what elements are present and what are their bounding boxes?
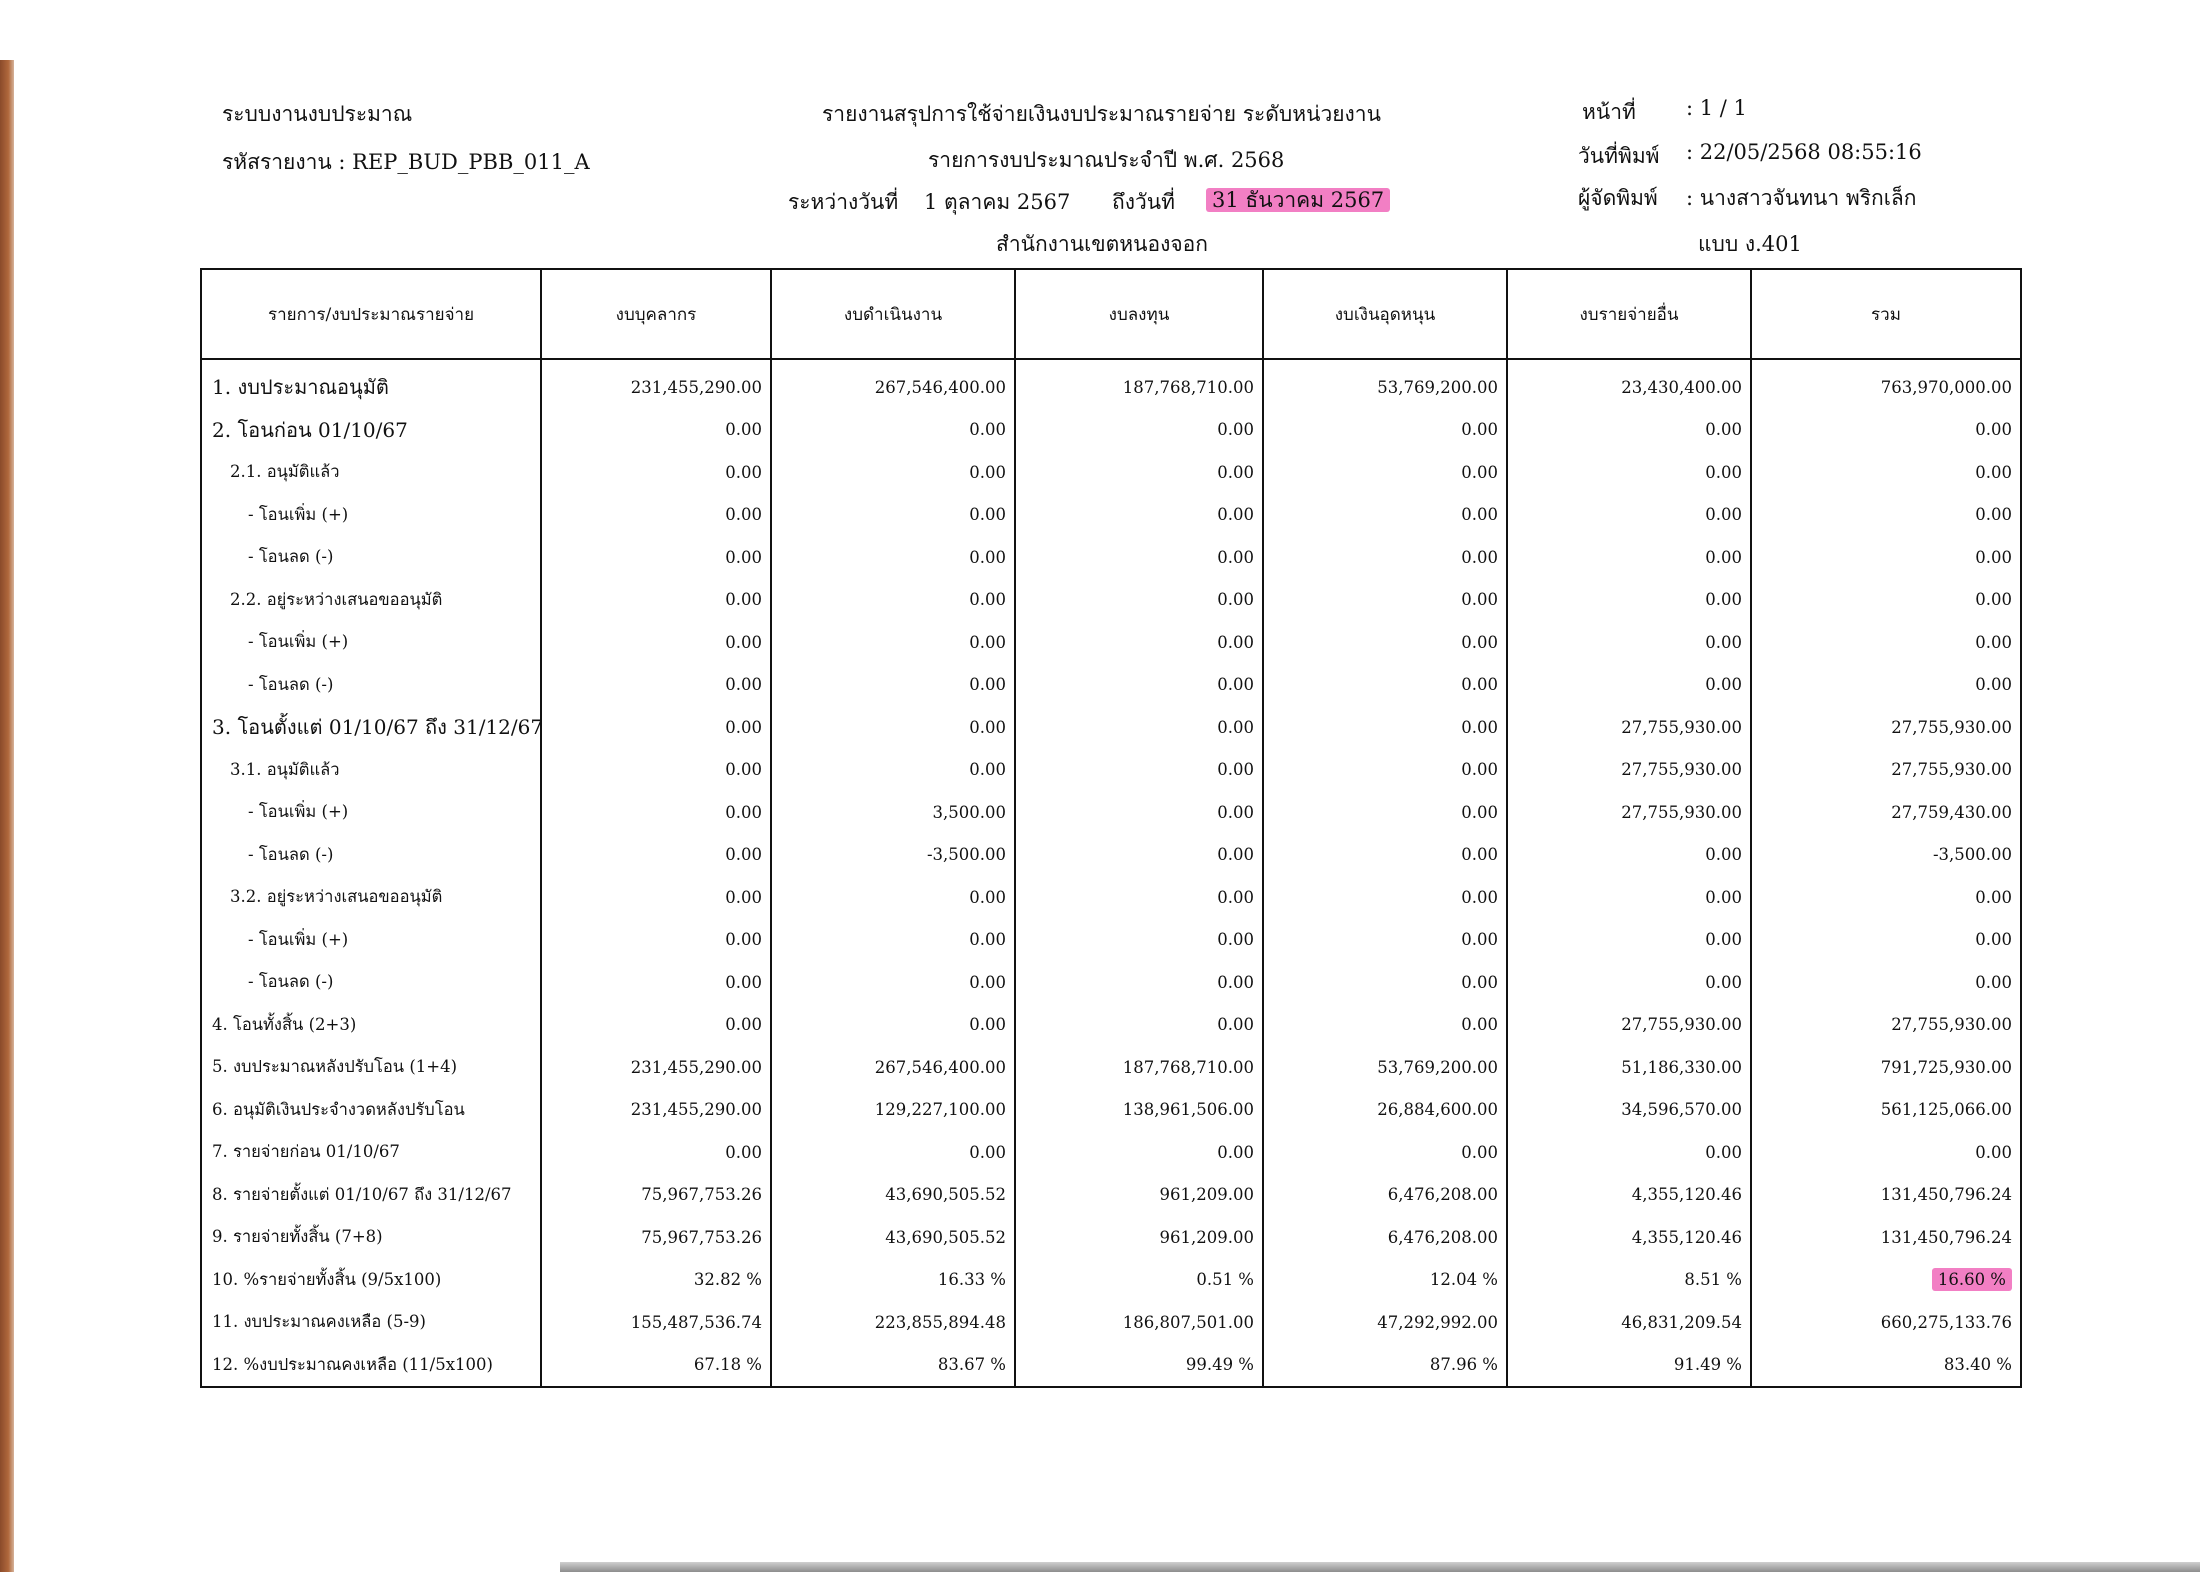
cell-subsidy: 26,884,600.00 xyxy=(1263,1089,1507,1132)
cell-personnel: 75,967,753.26 xyxy=(541,1216,771,1259)
cell-subsidy: 0.00 xyxy=(1263,664,1507,707)
period-to xyxy=(1206,184,1390,217)
cell-investment: 187,768,710.00 xyxy=(1015,359,1263,409)
cell-subsidy: 0.00 xyxy=(1263,876,1507,919)
cell-investment: 0.00 xyxy=(1015,409,1263,452)
cell-investment: 0.00 xyxy=(1015,876,1263,919)
cell-other: 0.00 xyxy=(1507,579,1751,622)
row-label: 2. โอนก่อน 01/10/67 xyxy=(201,409,541,452)
cell-operations: 0.00 xyxy=(771,621,1015,664)
cell-subsidy: 0.00 xyxy=(1263,579,1507,622)
cell-total: 0.00 xyxy=(1751,409,2021,452)
cell-personnel: 0.00 xyxy=(541,1004,771,1047)
cell-total: 131,450,796.24 xyxy=(1751,1174,2021,1217)
table-row xyxy=(201,409,2021,452)
table-row xyxy=(201,706,2021,749)
report-code: รหัสรายงาน : REP_BUD_PBB_011_A xyxy=(222,150,590,174)
cell-subsidy: 0.00 xyxy=(1263,834,1507,877)
agency-name: สำนักงานเขตหนองจอก xyxy=(996,232,1208,256)
cell-subsidy: 6,476,208.00 xyxy=(1263,1216,1507,1259)
cell-other: 0.00 xyxy=(1507,494,1751,537)
page-label: หน้าที่ xyxy=(1582,100,1636,124)
table-row xyxy=(201,451,2021,494)
cell-operations: 267,546,400.00 xyxy=(771,359,1015,409)
cell-operations: 0.00 xyxy=(771,451,1015,494)
table-row xyxy=(201,749,2021,792)
cell-other: 27,755,930.00 xyxy=(1507,1004,1751,1047)
cell-other: 4,355,120.46 xyxy=(1507,1174,1751,1217)
cell-personnel: 0.00 xyxy=(541,451,771,494)
cell-subsidy: 0.00 xyxy=(1263,409,1507,452)
cell-investment: 0.00 xyxy=(1015,621,1263,664)
cell-other: 51,186,330.00 xyxy=(1507,1046,1751,1089)
cell-total: 660,275,133.76 xyxy=(1751,1301,2021,1344)
row-label: 3.1. อนุมัติแล้ว xyxy=(201,749,541,792)
report-title: รายงานสรุปการใช้จ่ายเงินงบประมาณรายจ่าย ระดับหน่วยงาน xyxy=(822,102,1381,126)
cell-operations: 0.00 xyxy=(771,706,1015,749)
cell-subsidy: 0.00 xyxy=(1263,706,1507,749)
cell-personnel: 0.00 xyxy=(541,876,771,919)
row-label: 7. รายจ่ายก่อน 01/10/67 xyxy=(201,1131,541,1174)
cell-total: 27,755,930.00 xyxy=(1751,706,2021,749)
cell-other: 27,755,930.00 xyxy=(1507,749,1751,792)
print-date-value: : 22/05/2568 08:55:16 xyxy=(1686,140,1922,164)
printed-by-label: ผู้จัดพิมพ์ xyxy=(1578,186,1658,210)
cell-operations: 223,855,894.48 xyxy=(771,1301,1015,1344)
table-row xyxy=(201,1004,2021,1047)
cell-subsidy: 53,769,200.00 xyxy=(1263,1046,1507,1089)
cell-other: 0.00 xyxy=(1507,961,1751,1004)
print-date-label: วันที่พิมพ์ xyxy=(1578,144,1660,168)
cell-investment: 138,961,506.00 xyxy=(1015,1089,1263,1132)
col-header-other: งบรายจ่ายอื่น xyxy=(1507,269,1751,359)
col-header-operations: งบดำเนินงาน xyxy=(771,269,1015,359)
table-row xyxy=(201,1131,2021,1174)
table-row xyxy=(201,664,2021,707)
row-label: - โอนเพิ่ม (+) xyxy=(201,621,541,664)
cell-operations: 16.33 % xyxy=(771,1259,1015,1302)
cell-subsidy: 87.96 % xyxy=(1263,1344,1507,1388)
cell-investment: 187,768,710.00 xyxy=(1015,1046,1263,1089)
cell-investment: 99.49 % xyxy=(1015,1344,1263,1388)
cell-personnel: 0.00 xyxy=(541,791,771,834)
table-row xyxy=(201,579,2021,622)
cell-investment: 0.00 xyxy=(1015,451,1263,494)
cell-subsidy: 0.00 xyxy=(1263,621,1507,664)
cell-subsidy: 0.00 xyxy=(1263,791,1507,834)
cell-other: 91.49 % xyxy=(1507,1344,1751,1388)
cell-subsidy: 53,769,200.00 xyxy=(1263,359,1507,409)
cell-operations: 83.67 % xyxy=(771,1344,1015,1388)
cell-other: 0.00 xyxy=(1507,919,1751,962)
cell-operations: 267,546,400.00 xyxy=(771,1046,1015,1089)
col-header-total: รวม xyxy=(1751,269,2021,359)
budget-summary-table xyxy=(200,268,2022,1388)
cell-total: 0.00 xyxy=(1751,919,2021,962)
period-from: 1 ตุลาคม 2567 xyxy=(924,190,1071,214)
cell-operations: 0.00 xyxy=(771,919,1015,962)
cell-total: 27,755,930.00 xyxy=(1751,749,2021,792)
cell-operations: 0.00 xyxy=(771,664,1015,707)
table-row xyxy=(201,1046,2021,1089)
cell-operations: -3,500.00 xyxy=(771,834,1015,877)
cell-personnel: 75,967,753.26 xyxy=(541,1174,771,1217)
cell-other: 0.00 xyxy=(1507,664,1751,707)
cell-operations: 0.00 xyxy=(771,409,1015,452)
form-code: แบบ ง.401 xyxy=(1698,232,1802,256)
cell-total: 791,725,930.00 xyxy=(1751,1046,2021,1089)
cell-total-highlighted xyxy=(1751,1259,2021,1302)
cell-total: 131,450,796.24 xyxy=(1751,1216,2021,1259)
cell-other: 4,355,120.46 xyxy=(1507,1216,1751,1259)
cell-total: 0.00 xyxy=(1751,451,2021,494)
cell-subsidy: 12.04 % xyxy=(1263,1259,1507,1302)
cell-other: 0.00 xyxy=(1507,451,1751,494)
table-row xyxy=(201,791,2021,834)
cell-operations: 3,500.00 xyxy=(771,791,1015,834)
cell-other: 0.00 xyxy=(1507,621,1751,664)
cell-investment: 0.00 xyxy=(1015,494,1263,537)
row-label: 3.2. อยู่ระหว่างเสนอขออนุมัติ xyxy=(201,876,541,919)
cell-total: 0.00 xyxy=(1751,621,2021,664)
table-row xyxy=(201,1259,2021,1302)
printed-by-value: : นางสาวจันทนา พริกเล็ก xyxy=(1686,186,1917,210)
cell-personnel: 0.00 xyxy=(541,919,771,962)
cell-personnel: 0.00 xyxy=(541,664,771,707)
cell-investment: 961,209.00 xyxy=(1015,1174,1263,1217)
page-value: : 1 / 1 xyxy=(1686,96,1747,120)
cell-personnel: 67.18 % xyxy=(541,1344,771,1388)
cell-subsidy: 0.00 xyxy=(1263,494,1507,537)
row-label: 11. งบประมาณคงเหลือ (5-9) xyxy=(201,1301,541,1344)
cell-operations: 0.00 xyxy=(771,876,1015,919)
cell-investment: 0.00 xyxy=(1015,579,1263,622)
cell-total: 0.00 xyxy=(1751,876,2021,919)
period-to-label: ถึงวันที่ xyxy=(1112,190,1175,214)
cell-other: 34,596,570.00 xyxy=(1507,1089,1751,1132)
cell-personnel: 0.00 xyxy=(541,494,771,537)
cell-operations: 129,227,100.00 xyxy=(771,1089,1015,1132)
cell-total: 561,125,066.00 xyxy=(1751,1089,2021,1132)
table-row xyxy=(201,494,2021,537)
cell-other: 46,831,209.54 xyxy=(1507,1301,1751,1344)
cell-operations: 0.00 xyxy=(771,1004,1015,1047)
col-header-subsidy: งบเงินอุดหนุน xyxy=(1263,269,1507,359)
row-label: 12. %งบประมาณคงเหลือ (11/5x100) xyxy=(201,1344,541,1388)
row-label: 2.1. อนุมัติแล้ว xyxy=(201,451,541,494)
row-label: - โอนลด (-) xyxy=(201,664,541,707)
row-label: 8. รายจ่ายตั้งแต่ 01/10/67 ถึง 31/12/67 xyxy=(201,1174,541,1217)
cell-personnel: 0.00 xyxy=(541,409,771,452)
table-row xyxy=(201,876,2021,919)
cell-operations: 43,690,505.52 xyxy=(771,1174,1015,1217)
cell-other: 0.00 xyxy=(1507,1131,1751,1174)
cell-subsidy: 0.00 xyxy=(1263,749,1507,792)
cell-investment: 0.00 xyxy=(1015,536,1263,579)
cell-operations: 0.00 xyxy=(771,749,1015,792)
cell-investment: 0.51 % xyxy=(1015,1259,1263,1302)
row-label: 9. รายจ่ายทั้งสิ้น (7+8) xyxy=(201,1216,541,1259)
cell-personnel: 0.00 xyxy=(541,621,771,664)
cell-total: 27,755,930.00 xyxy=(1751,1004,2021,1047)
scan-edge-bottom xyxy=(560,1562,2200,1572)
scan-edge-left xyxy=(0,60,14,1572)
table-row xyxy=(201,834,2021,877)
cell-investment: 186,807,501.00 xyxy=(1015,1301,1263,1344)
cell-operations: 43,690,505.52 xyxy=(771,1216,1015,1259)
table-row xyxy=(201,1301,2021,1344)
period-to-highlight: 31 ธันวาคม 2567 xyxy=(1206,188,1390,212)
row-label: 4. โอนทั้งสิ้น (2+3) xyxy=(201,1004,541,1047)
cell-other: 8.51 % xyxy=(1507,1259,1751,1302)
cell-personnel: 0.00 xyxy=(541,1131,771,1174)
cell-personnel: 231,455,290.00 xyxy=(541,359,771,409)
cell-other: 0.00 xyxy=(1507,409,1751,452)
cell-investment: 0.00 xyxy=(1015,961,1263,1004)
cell-personnel: 0.00 xyxy=(541,706,771,749)
row-label: - โอนเพิ่ม (+) xyxy=(201,919,541,962)
cell-investment: 0.00 xyxy=(1015,749,1263,792)
cell-subsidy: 0.00 xyxy=(1263,451,1507,494)
table-header-row xyxy=(201,269,2021,359)
cell-operations: 0.00 xyxy=(771,579,1015,622)
cell-subsidy: 0.00 xyxy=(1263,536,1507,579)
cell-total: 0.00 xyxy=(1751,579,2021,622)
cell-personnel: 231,455,290.00 xyxy=(541,1046,771,1089)
cell-total: 0.00 xyxy=(1751,664,2021,707)
fiscal-year-line: รายการงบประมาณประจำปี พ.ศ. 2568 xyxy=(928,148,1285,172)
cell-investment: 0.00 xyxy=(1015,1004,1263,1047)
cell-total: 0.00 xyxy=(1751,961,2021,1004)
table-row xyxy=(201,961,2021,1004)
row-label: 1. งบประมาณอนุมัติ xyxy=(201,359,541,409)
table-row xyxy=(201,1089,2021,1132)
col-header-item: รายการ/งบประมาณรายจ่าย xyxy=(201,269,541,359)
cell-personnel: 0.00 xyxy=(541,749,771,792)
table-row xyxy=(201,359,2021,409)
cell-subsidy: 47,292,992.00 xyxy=(1263,1301,1507,1344)
row-label: - โอนลด (-) xyxy=(201,961,541,1004)
cell-other: 0.00 xyxy=(1507,876,1751,919)
cell-investment: 0.00 xyxy=(1015,664,1263,707)
table-row xyxy=(201,621,2021,664)
cell-total: -3,500.00 xyxy=(1751,834,2021,877)
row-label: 6. อนุมัติเงินประจำงวดหลังปรับโอน xyxy=(201,1089,541,1132)
row-label: - โอนเพิ่ม (+) xyxy=(201,791,541,834)
cell-personnel: 32.82 % xyxy=(541,1259,771,1302)
cell-investment: 0.00 xyxy=(1015,1131,1263,1174)
cell-subsidy: 0.00 xyxy=(1263,1131,1507,1174)
cell-total: 763,970,000.00 xyxy=(1751,359,2021,409)
row-label: - โอนเพิ่ม (+) xyxy=(201,494,541,537)
table-row xyxy=(201,1216,2021,1259)
cell-investment: 0.00 xyxy=(1015,919,1263,962)
cell-investment: 0.00 xyxy=(1015,706,1263,749)
cell-personnel: 0.00 xyxy=(541,834,771,877)
cell-personnel: 0.00 xyxy=(541,579,771,622)
cell-total: 27,759,430.00 xyxy=(1751,791,2021,834)
cell-subsidy: 0.00 xyxy=(1263,919,1507,962)
cell-operations: 0.00 xyxy=(771,536,1015,579)
cell-other: 27,755,930.00 xyxy=(1507,706,1751,749)
cell-total: 0.00 xyxy=(1751,1131,2021,1174)
cell-personnel: 0.00 xyxy=(541,961,771,1004)
cell-personnel: 155,487,536.74 xyxy=(541,1301,771,1344)
period-from-label: ระหว่างวันที่ xyxy=(788,190,899,214)
cell-operations: 0.00 xyxy=(771,1131,1015,1174)
cell-personnel: 231,455,290.00 xyxy=(541,1089,771,1132)
row-label: 10. %รายจ่ายทั้งสิ้น (9/5x100) xyxy=(201,1259,541,1302)
cell-investment: 0.00 xyxy=(1015,791,1263,834)
cell-subsidy: 0.00 xyxy=(1263,1004,1507,1047)
col-header-investment: งบลงทุน xyxy=(1015,269,1263,359)
cell-subsidy: 0.00 xyxy=(1263,961,1507,1004)
cell-operations: 0.00 xyxy=(771,961,1015,1004)
row-label: - โอนลด (-) xyxy=(201,834,541,877)
row-label: 3. โอนตั้งแต่ 01/10/67 ถึง 31/12/67 xyxy=(201,706,541,749)
cell-investment: 0.00 xyxy=(1015,834,1263,877)
table-row xyxy=(201,919,2021,962)
col-header-personnel: งบบุคลากร xyxy=(541,269,771,359)
highlight-mark: 16.60 % xyxy=(1932,1268,2012,1291)
table-row xyxy=(201,1174,2021,1217)
row-label: 2.2. อยู่ระหว่างเสนอขออนุมัติ xyxy=(201,579,541,622)
table-row xyxy=(201,1344,2021,1388)
cell-total: 0.00 xyxy=(1751,494,2021,537)
row-label: - โอนลด (-) xyxy=(201,536,541,579)
cell-other: 23,430,400.00 xyxy=(1507,359,1751,409)
system-name: ระบบงานงบประมาณ xyxy=(222,102,413,126)
row-label: 5. งบประมาณหลังปรับโอน (1+4) xyxy=(201,1046,541,1089)
cell-other: 0.00 xyxy=(1507,536,1751,579)
cell-total: 83.40 % xyxy=(1751,1344,2021,1388)
cell-operations: 0.00 xyxy=(771,494,1015,537)
table-row xyxy=(201,536,2021,579)
cell-total: 0.00 xyxy=(1751,536,2021,579)
cell-other: 0.00 xyxy=(1507,834,1751,877)
cell-subsidy: 6,476,208.00 xyxy=(1263,1174,1507,1217)
cell-other: 27,755,930.00 xyxy=(1507,791,1751,834)
cell-personnel: 0.00 xyxy=(541,536,771,579)
cell-investment: 961,209.00 xyxy=(1015,1216,1263,1259)
